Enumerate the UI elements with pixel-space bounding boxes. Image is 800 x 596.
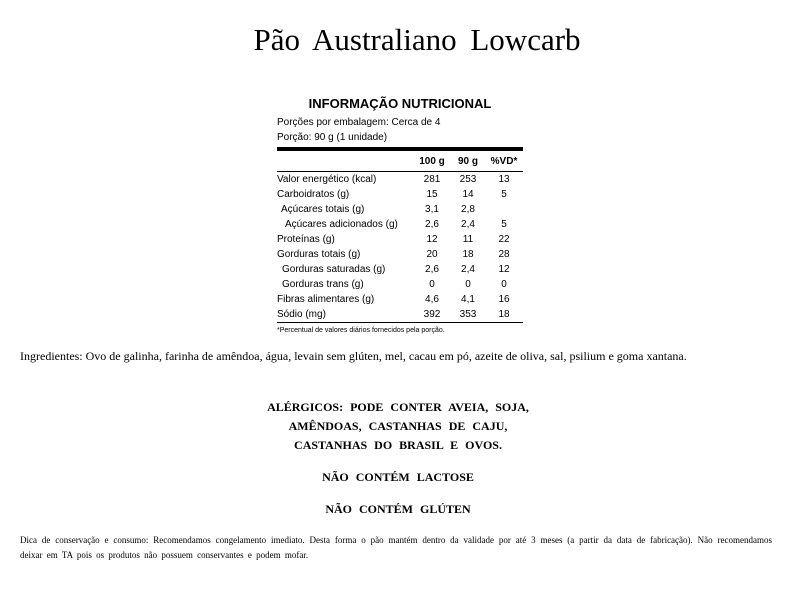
allergens-line-3: CASTANHAS DO BRASIL E OVOS. [294,438,502,452]
table-row [277,307,523,323]
value-vd: 16 [498,294,510,305]
table-row [277,247,523,262]
table-row [277,187,523,202]
value-100g: 0 [429,279,435,290]
column-header-90g: 90 g [451,151,485,172]
value-100g: 3,1 [425,204,439,215]
allergens-line-1: ALÉRGICOS: PODE CONTER AVEIA, SOJA, [267,400,529,414]
value-90g: 18 [462,249,474,260]
value-90g: 14 [462,189,474,200]
nutrient-label: Gorduras saturadas (g) [282,264,386,275]
value-vd: 0 [501,279,507,290]
value-90g: 253 [459,174,477,185]
nutrient-label: Açúcares totais (g) [281,204,365,215]
nutrient-label: Valor energético (kcal) [277,174,377,185]
value-90g: 353 [451,307,485,323]
column-header-100g: 100 g [413,151,451,172]
value-vd: 22 [498,234,510,245]
value-100g: 2,6 [425,219,439,230]
column-header-nutrient [277,151,413,172]
value-100g: 281 [423,174,441,185]
page-title: Pão Australiano Lowcarb [253,22,581,57]
value-90g: 2,4 [461,264,475,275]
value-100g: 12 [426,234,438,245]
value-vd: 28 [498,249,510,260]
value-100g: 392 [413,307,451,323]
ingredients-text: Ingredientes: Ovo de galinha, farinha de amêndoa, água, levain sem glúten, mel, cacau em pó, azeite de oliva, sal, psilium e goma xantana. [20,349,687,363]
nutrition-table [277,151,523,323]
allergens-warning [236,398,560,455]
nutrient-label: Gorduras trans (g) [282,279,364,290]
table-row [277,202,523,217]
lactose-free-notice: NÃO CONTÉM LACTOSE [322,470,474,484]
value-90g: 0 [465,279,471,290]
portion-size: Porção: 90 g (1 unidade) [277,132,388,143]
nutrition-heading: INFORMAÇÃO NUTRICIONAL [308,96,492,111]
value-vd [485,202,523,217]
table-row [277,217,523,232]
value-vd: 13 [498,174,510,185]
value-vd: 12 [498,264,510,275]
nutrition-header-row [277,151,523,172]
value-100g: 4,6 [425,294,439,305]
value-100g: 15 [426,189,438,200]
nutrient-label: Açúcares adicionados (g) [285,219,398,230]
nutrition-facts-panel [277,96,523,334]
nutrient-label: Sódio (mg) [277,307,413,323]
value-100g: 2,6 [425,264,439,275]
nutrient-label: Carboidratos (g) [277,189,350,200]
value-90g: 2,4 [461,219,475,230]
nutrient-label: Fibras alimentares (g) [277,294,375,305]
table-row [277,232,523,247]
value-vd: 18 [485,307,523,323]
nutrient-label: Gorduras totais (g) [277,249,361,260]
table-row [277,172,523,188]
value-90g: 2,8 [461,204,475,215]
nutrition-footnote: *Percentual de valores diários fornecidos pela porção. [277,327,445,334]
value-100g: 20 [426,249,438,260]
allergens-line-2: AMÊNDOAS, CASTANHAS DE CAJU, [288,419,508,433]
servings-per-package: Porções por embalagem: Cerca de 4 [277,117,441,128]
value-90g: 11 [462,234,474,245]
table-row [277,262,523,277]
table-row [277,292,523,307]
value-vd: 5 [501,219,507,230]
nutrient-label: Proteínas (g) [277,234,335,245]
column-header-vd: %VD* [485,151,523,172]
table-row [277,277,523,292]
gluten-free-notice: NÃO CONTÉM GLÚTEN [325,502,471,516]
value-90g: 4,1 [461,294,475,305]
value-vd: 5 [501,189,507,200]
storage-tip: Dica de conservação e consumo: Recomendamos congelamento imediato. Desta forma o pão mantém dentro da validade por até 3 meses (a partir da data de fabricação). Não recomendamos deixar em TA pois os produtos não possuem conservantes e podem mofar. [20,535,772,560]
